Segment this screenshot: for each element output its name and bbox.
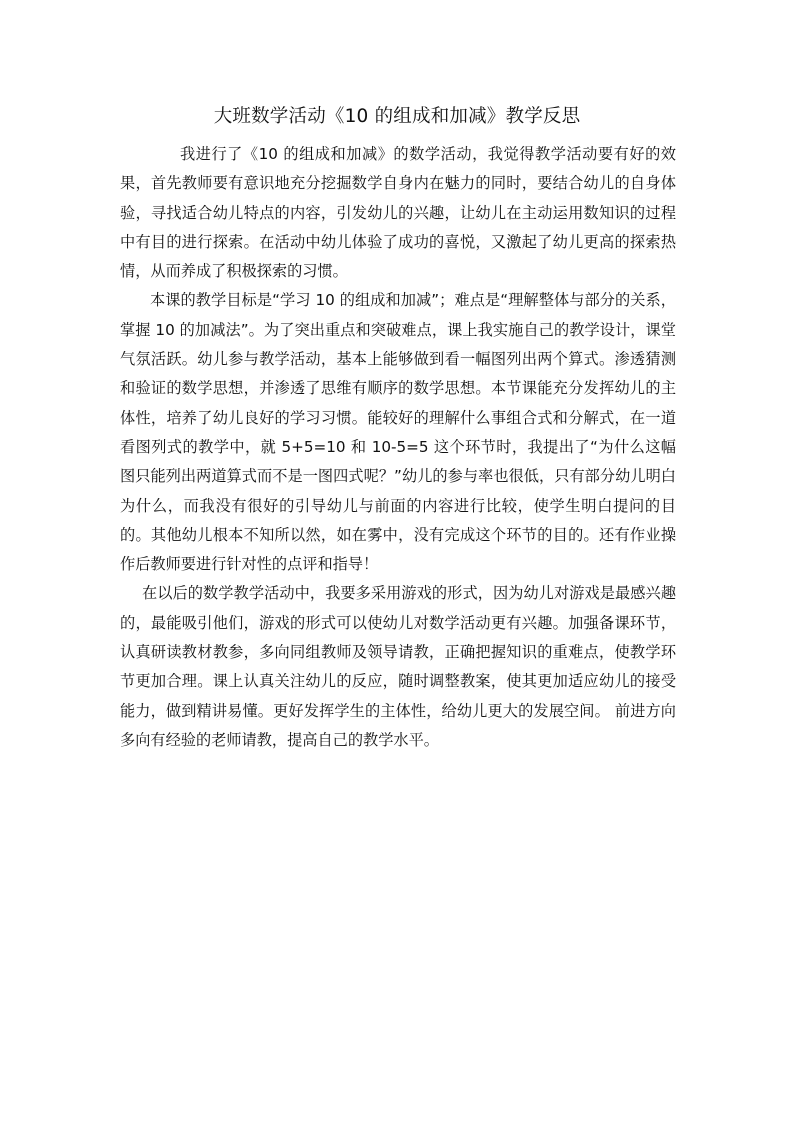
- paragraph-future-plans: 在以后的数学教学活动中，我要多采用游戏的形式，因为幼儿对游戏是最感兴趣的，最能吸引他们，游戏的形式可以使幼儿对数学活动更有兴趣。加强备课环节，认真研读教材教参，多向同组教师及领导请教，正确把握知识的重难点，使教学环节更加合理。课上认真关注幼儿的反应，随时调整教案，使其更加适应幼儿的接受能力，做到精讲易懂。更好发挥学生的主体性，给幼儿更大的发展空间。 前进方向多向有经验的老师请教，提高自己的教学水平。: [120, 584, 676, 749]
- document-body: [120, 140, 676, 755]
- paragraph-reflection-intro: 我进行了《10 的组成和加减》的数学活动，我觉得教学活动要有好的效果，首先教师要有意识地充分挖掘数学自身内在魅力的同时，要结合幼儿的自身体验，寻找适合幼儿特点的内容，引发幼儿的兴趣，让幼儿在主动运用数知识的过程中有目的进行探索。在活动中幼儿体验了成功的喜悦，又激起了幼儿更高的探索热情，从而养成了积极探索的习惯。: [120, 145, 676, 281]
- paragraph-teaching-goals: 本课的教学目标是“学习 10 的组成和加减”；难点是“理解整体与部分的关系，掌握 10 的加减法”。为了突出重点和突破难点，课上我实施自己的教学设计，课堂气氛活跃。幼儿参与教学活动，基本上能够做到看一幅图列出两个算式。渗透猜测和验证的数学思想，并渗透了思维有顺序的数学思想。本节课能充分发挥幼儿的主体性，培养了幼儿良好的学习习惯。能较好的理解什么事组合式和分解式，在一道看图列式的教学中，就 5+5=10 和 10-5=5 这个环节时，我提出了“为什么这幅图只能列出两道算式而不是一图四式呢？”幼儿的参与率也很低，只有部分幼儿明白为什么，而我没有很好的引导幼儿与前面的内容进行比较，使学生明白提问的目的。其他幼儿根本不知所以然，如在雾中，没有完成这个环节的目的。还有作业操作后教师要进行针对性的点评和指导！: [120, 291, 676, 574]
- document-title: 大班数学活动《10 的组成和加减》教学反思: [213, 106, 581, 127]
